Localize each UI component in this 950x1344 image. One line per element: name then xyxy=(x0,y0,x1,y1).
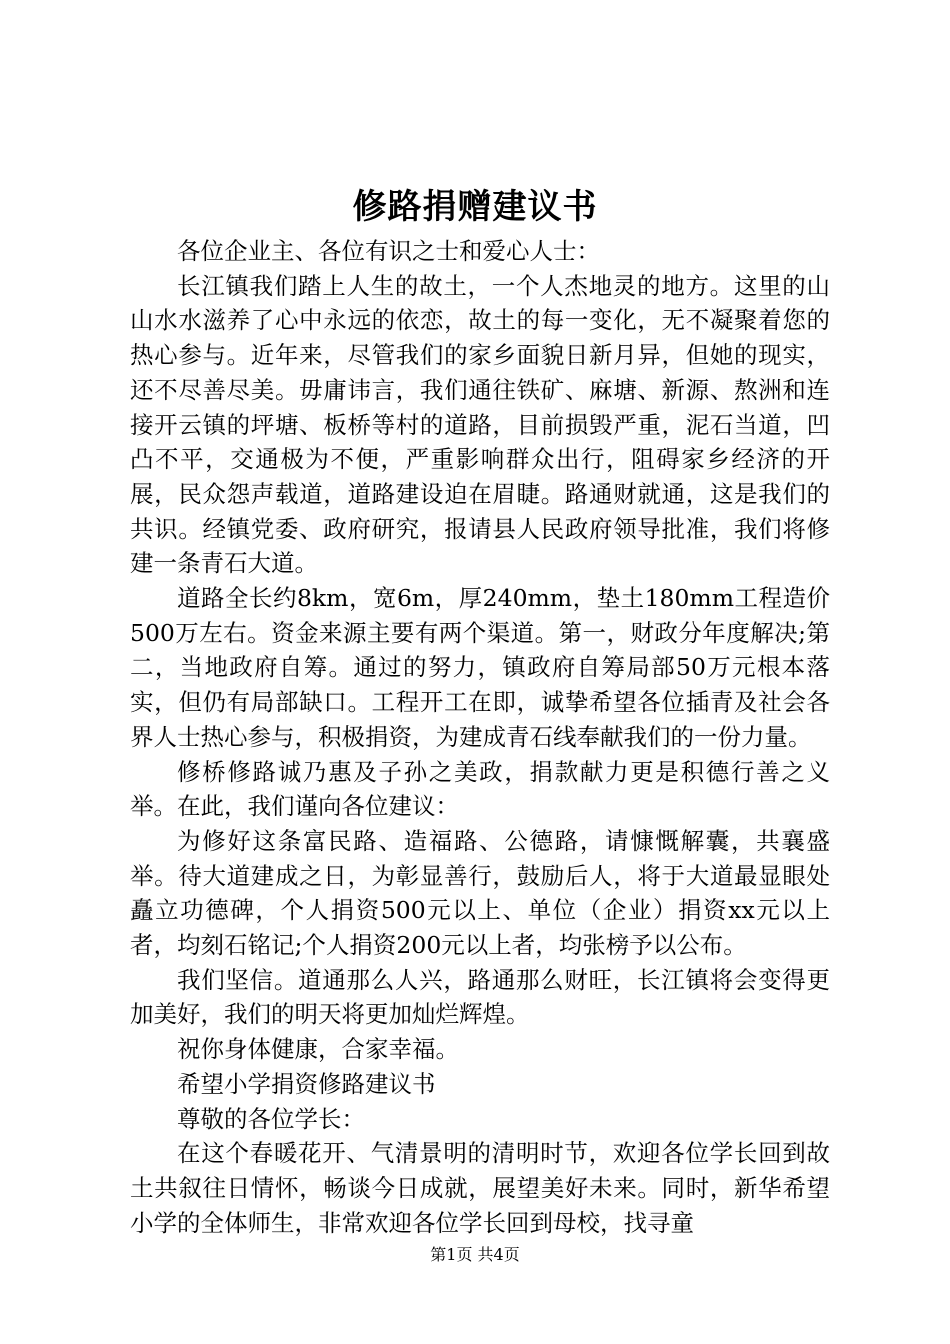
body-paragraph: 修桥修路诚乃惠及子孙之美政，捐款献力更是积德行善之义举。在此，我们谨向各位建议： xyxy=(130,757,830,821)
body-paragraph: 长江镇我们踏上人生的故土，一个人杰地灵的地方。这里的山山水水滋养了心中永远的依恋，故土的每一变化，无不凝聚着您的热心参与。近年来，尽管我们的家乡面貌日新月异，但她的现实，还不尽善尽美。毋庸讳言，我们通往铁矿、麻塘、新源、熬洲和连接开云镇的坪塘、板桥等村的道路，目前损毁严重，泥石当道，凹凸不平，交通极为不便，严重影响群众出行，阻碍家乡经济的开展，民众怨声载道，道路建设迫在眉睫。路通财就通，这是我们的共识。经镇党委、政府研究，报请县人民政府领导批准，我们将修建一条青石大道。 xyxy=(130,271,830,578)
body-paragraph: 我们坚信。道通那么人兴，路通那么财旺，长江镇将会变得更加美好，我们的明天将更加灿烂辉煌。 xyxy=(130,965,830,1029)
body-paragraph: 在这个春暖花开、气清景明的清明时节，欢迎各位学长回到故土共叙往日情怀，畅谈今日成就，展望美好未来。同时，新华希望小学的全体师生，非常欢迎各位学长回到母校，找寻童 xyxy=(130,1139,830,1237)
closing-paragraph: 祝你身体健康，合家幸福。 xyxy=(177,1035,459,1064)
document-body xyxy=(130,234,830,1240)
body-paragraph: 道路全长约8km，宽6m，厚240mm，垫土180mm工程造价500万左右。资金来源主要有两个渠道。第一，财政分年度解决;第二，当地政府自筹。通过的努力，镇政府自筹局部50万元根本落实，但仍有局部缺口。工程开工在即，诚挚希望各位插青及社会各界人士热心参与，积极捐资，为建成青石线奉献我们的一份力量。 xyxy=(130,584,830,751)
page-footer: 第1页 共4页 xyxy=(430,1245,520,1264)
section-heading: 希望小学捐资修路建议书 xyxy=(177,1069,436,1098)
document-title: 修路捐赠建议书 xyxy=(352,187,598,227)
salutation-paragraph: 尊敬的各位学长： xyxy=(177,1104,365,1133)
body-paragraph: 为修好这条富民路、造福路、公德路，请慷慨解囊，共襄盛举。待大道建成之日，为彰显善行，鼓励后人，将于大道最显眼处矗立功德碑，个人捐资500元以上、单位（企业）捐资xx元以上者，均刻石铭记;个人捐资200元以上者，均张榜予以公布。 xyxy=(130,826,830,960)
salutation-paragraph: 各位企业主、各位有识之士和爱心人士： xyxy=(177,237,600,265)
